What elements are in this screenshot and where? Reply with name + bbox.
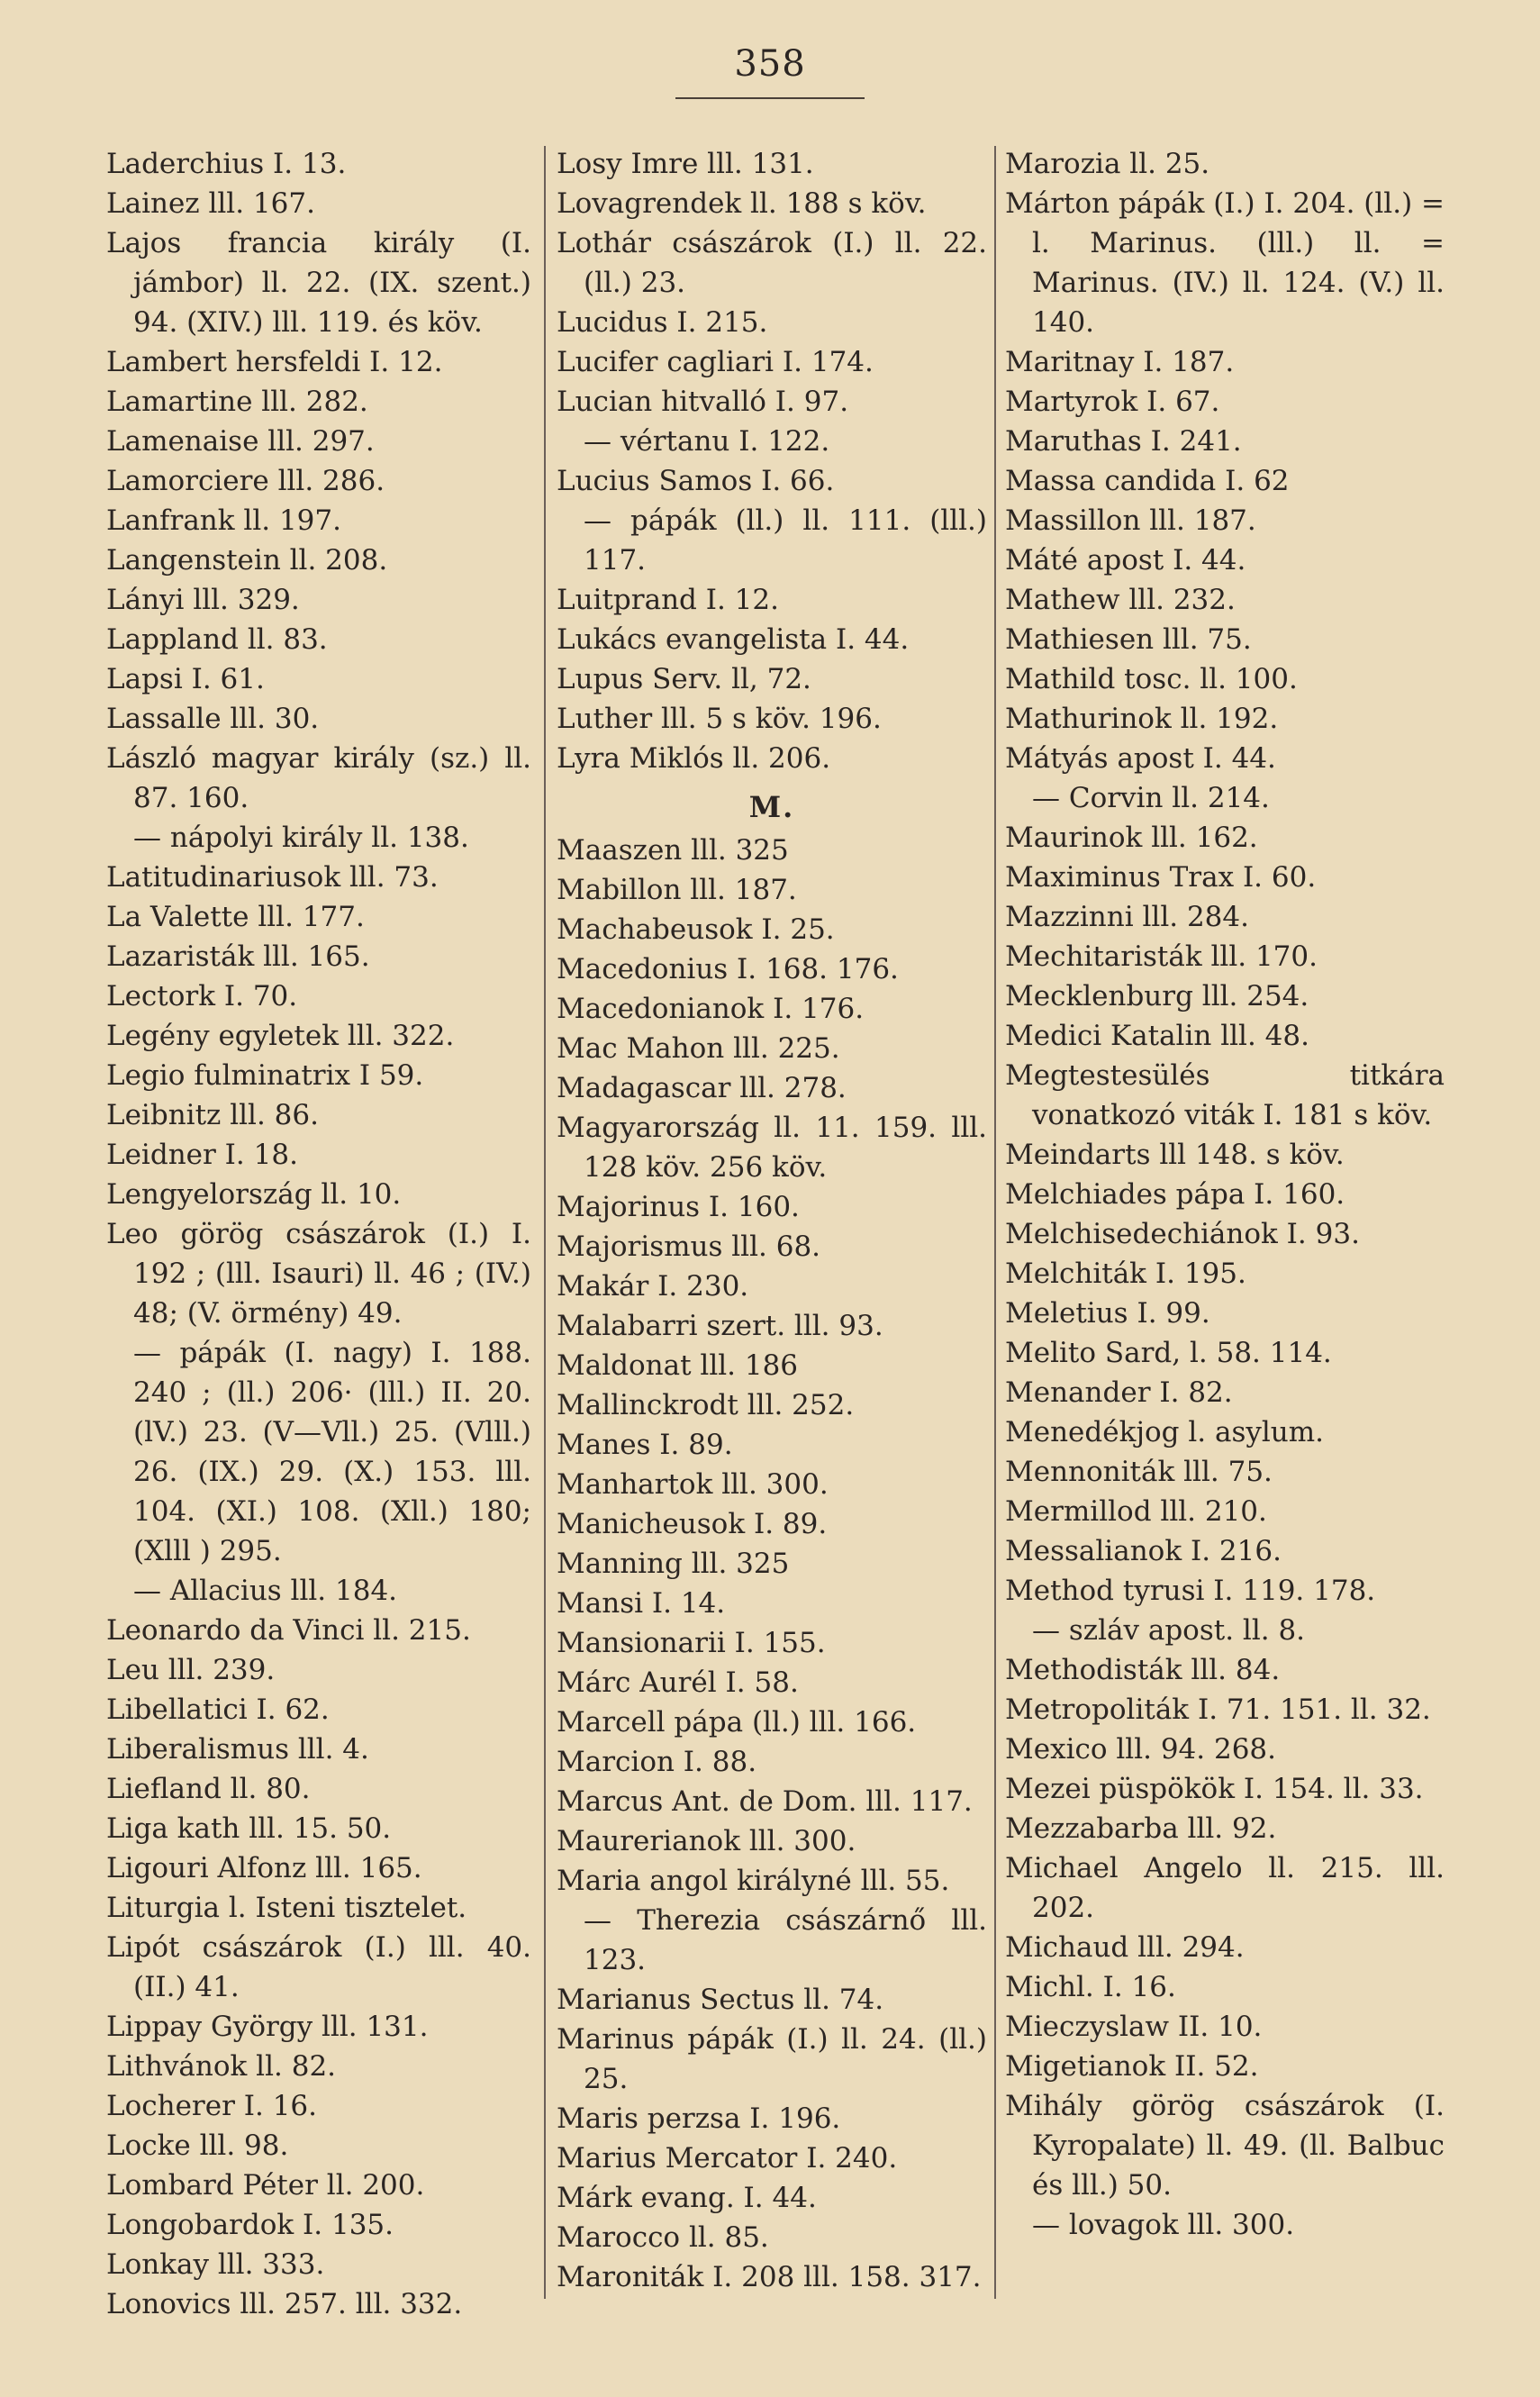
- index-entry: Mihály görög császárok (I. Kyropalate) ll. 49. (ll. Balbuc és lll.) 50.: [1005, 2090, 1445, 2202]
- index-entry: Macedonianok I. 176.: [557, 993, 865, 1025]
- index-entry: Maurinok lll. 162.: [1005, 822, 1258, 854]
- index-entry: Lucidus I. 215.: [557, 306, 768, 339]
- index-entry: Lithvánok ll. 82.: [106, 2050, 337, 2083]
- index-entry: Michael Angelo ll. 215. lll. 202.: [1005, 1852, 1445, 1924]
- index-entry: Marcell pápa (ll.) lll. 166.: [557, 1706, 917, 1739]
- index-entry: Libellatici I. 62.: [106, 1693, 330, 1726]
- index-entry: Mieczyslaw II. 10.: [1005, 2011, 1263, 2043]
- index-entry: — szláv apost. ll. 8.: [1032, 1614, 1306, 1647]
- page-number-rule: [675, 97, 865, 99]
- index-entry: Mennoniták lll. 75.: [1005, 1456, 1273, 1488]
- index-entry: Maaszen lll. 325: [557, 834, 789, 867]
- index-entry: — Therezia császárnő lll. 123.: [584, 1904, 987, 1976]
- index-entry: Megtestesülés titkára vonatkozó viták I. 181 s köv.: [1005, 1059, 1445, 1131]
- index-entry: Mátyás apost I. 44.: [1005, 742, 1276, 775]
- index-entry: Macedonius I. 168. 176.: [557, 953, 899, 985]
- index-entry: Mermillod lll. 210.: [1005, 1495, 1267, 1528]
- index-entry: Mathew lll. 232.: [1005, 584, 1236, 616]
- index-entry: Marocco ll. 85.: [557, 2221, 769, 2254]
- index-entry: Mezzabarba lll. 92.: [1005, 1812, 1277, 1845]
- index-entry: Maris perzsa I. 196.: [557, 2102, 841, 2135]
- index-entry: Manes I. 89.: [557, 1429, 733, 1461]
- index-entry: Marozia ll. 25.: [1005, 148, 1210, 180]
- index-entry: Liturgia l. Isteni tisztelet.: [106, 1892, 467, 1924]
- index-entry: Massillon lll. 187.: [1005, 504, 1256, 537]
- index-column-3: [1005, 144, 1445, 2245]
- index-entry: Locke lll. 98.: [106, 2129, 289, 2162]
- index-entry: László magyar király (sz.) ll. 87. 160.: [106, 742, 531, 814]
- index-entry: Lamenaise lll. 297.: [106, 425, 375, 458]
- index-entry: Mechitaristák lll. 170.: [1005, 940, 1318, 973]
- index-entry: Maruthas I. 241.: [1005, 425, 1242, 458]
- index-entry: Liberalismus lll. 4.: [106, 1733, 369, 1766]
- index-entry: Liefland ll. 80.: [106, 1773, 311, 1805]
- column-2-entries-before: [557, 144, 987, 778]
- column-divider-right: [994, 146, 996, 2299]
- index-entry: Manicheusok I. 89.: [557, 1508, 828, 1540]
- index-entry: Lányi lll. 329.: [106, 584, 300, 616]
- index-entry: Mac Mahon lll. 225.: [557, 1032, 840, 1065]
- index-entry: Máté apost I. 44.: [1005, 544, 1246, 577]
- index-entry: Lassalle lll. 30.: [106, 703, 320, 735]
- index-entry: Melchiták I. 195.: [1005, 1258, 1246, 1290]
- index-entry: Lazaristák lll. 165.: [106, 940, 370, 973]
- index-entry: Meindarts lll 148. s köv.: [1005, 1139, 1345, 1171]
- index-entry: Madagascar lll. 278.: [557, 1072, 847, 1104]
- index-entry: — vértanu I. 122.: [584, 425, 830, 458]
- index-entry: Lucius Samos I. 66.: [557, 465, 835, 497]
- index-entry: — Corvin ll. 214.: [1032, 782, 1270, 814]
- index-entry: Losy Imre lll. 131.: [557, 148, 814, 180]
- index-column-1: [106, 144, 531, 2324]
- index-entry: Mezei püspökök I. 154. ll. 33.: [1005, 1773, 1424, 1805]
- index-entry: Maurerianok lll. 300.: [557, 1825, 856, 1857]
- index-entry: Latitudinariusok lll. 73.: [106, 861, 439, 894]
- index-entry: Manning lll. 325: [557, 1548, 790, 1580]
- index-entry: Lappland ll. 83.: [106, 623, 328, 656]
- index-entry: — lovagok lll. 300.: [1032, 2209, 1295, 2241]
- index-entry: Locherer I. 16.: [106, 2090, 318, 2122]
- index-entry: — pápák (ll.) ll. 111. (lll.) 117.: [584, 504, 987, 577]
- index-entry: Lippay György lll. 131.: [106, 2011, 429, 2043]
- index-entry: Lukács evangelista I. 44.: [557, 623, 910, 656]
- index-column-2: [557, 144, 987, 2297]
- index-entry: Melito Sard, l. 58. 114.: [1005, 1337, 1332, 1369]
- index-entry: Lectork I. 70.: [106, 980, 298, 1012]
- index-entry: Marinus pápák (I.) ll. 24. (ll.) 25.: [557, 2023, 987, 2095]
- index-entry: Mazzinni lll. 284.: [1005, 901, 1249, 933]
- index-entry: — pápák (I. nagy) I. 188. 240 ; (ll.) 206· (lll.) II. 20. (lV.) 23. (V—Vll.) 25. (Vlll.) 26. (IX.) 29. (X.) 153. lll. 104. (XI.) 108. (Xll.) 180; (Xlll ) 295.: [133, 1337, 531, 1567]
- index-entry: Mecklenburg lll. 254.: [1005, 980, 1309, 1012]
- index-entry: Lupus Serv. ll, 72.: [557, 663, 811, 695]
- index-entry: — Allacius lll. 184.: [133, 1575, 398, 1607]
- index-entry: Mansi I. 14.: [557, 1587, 726, 1620]
- index-entry: Lajos francia király (I. jámbor) ll. 22. (IX. szent.) 94. (XIV.) lll. 119. és köv.: [106, 227, 531, 339]
- index-entry: Menander I. 82.: [1005, 1376, 1233, 1409]
- index-entry: Lambert hersfeldi I. 12.: [106, 346, 443, 378]
- index-entry: Lanfrank ll. 197.: [106, 504, 341, 537]
- index-entry: La Valette lll. 177.: [106, 901, 365, 933]
- index-entry: Methodisták lll. 84.: [1005, 1654, 1281, 1686]
- index-entry: Menedékjog l. asylum.: [1005, 1416, 1325, 1448]
- index-entry: Messalianok I. 216.: [1005, 1535, 1282, 1567]
- index-entry: Leidner I. 18.: [106, 1139, 298, 1171]
- index-entry: Manhartok lll. 300.: [557, 1468, 829, 1501]
- index-entry: Maroniták I. 208 lll. 158. 317.: [557, 2261, 982, 2293]
- index-entry: Lainez lll. 167.: [106, 187, 315, 220]
- index-entry: Marcion I. 88.: [557, 1746, 757, 1778]
- index-entry: Mathurinok ll. 192.: [1005, 703, 1279, 735]
- index-entry: Mathiesen lll. 75.: [1005, 623, 1252, 656]
- index-entry: Massa candida I. 62: [1005, 465, 1290, 497]
- index-entry: Leo görög császárok (I.) I. 192 ; (lll. Isauri) ll. 46 ; (IV.) 48; (V. örmény) 49.: [106, 1218, 531, 1330]
- index-entry: Melchiades pápa I. 160.: [1005, 1178, 1345, 1211]
- index-entry: Legio fulminatrix I 59.: [106, 1059, 424, 1092]
- index-entry: Lipót császárok (I.) lll. 40. (II.) 41.: [106, 1931, 531, 2003]
- index-entry: Melchisedechiánok I. 93.: [1005, 1218, 1360, 1250]
- index-entry: Michaud lll. 294.: [1005, 1931, 1245, 1964]
- index-entry: Leibnitz lll. 86.: [106, 1099, 319, 1131]
- index-entry: Mansionarii I. 155.: [557, 1627, 826, 1659]
- index-entry: Lengyelország ll. 10.: [106, 1178, 402, 1211]
- column-2-entries-after: [557, 831, 987, 2297]
- index-entry: Mexico lll. 94. 268.: [1005, 1733, 1276, 1766]
- index-entry: Lonovics lll. 257. lll. 332.: [106, 2288, 463, 2320]
- index-entry: Leu lll. 239.: [106, 1654, 276, 1686]
- index-entry: Lapsi I. 61.: [106, 663, 265, 695]
- index-entry: Leonardo da Vinci ll. 215.: [106, 1614, 471, 1647]
- index-entry: Makár I. 230.: [557, 1270, 749, 1303]
- index-entry: Luther lll. 5 s köv. 196.: [557, 703, 882, 735]
- index-entry: Lucian hitvalló I. 97.: [557, 386, 849, 418]
- index-entry: Márton pápák (I.) I. 204. (ll.) = l. Marinus. (lll.) ll. = Marinus. (IV.) ll. 124. (V.) ll. 140.: [1005, 187, 1445, 339]
- index-entry: Lucifer cagliari I. 174.: [557, 346, 874, 378]
- index-entry: Michl. I. 16.: [1005, 1971, 1176, 2003]
- index-entry: Maximinus Trax I. 60.: [1005, 861, 1317, 894]
- index-entry: — nápolyi király ll. 138.: [133, 822, 469, 854]
- index-entry: Lombard Péter ll. 200.: [106, 2169, 425, 2202]
- index-entry: Lamorciere lll. 286.: [106, 465, 385, 497]
- index-entry: Ligouri Alfonz lll. 165.: [106, 1852, 422, 1884]
- index-entry: Majorinus I. 160.: [557, 1191, 800, 1223]
- index-entry: Liga kath lll. 15. 50.: [106, 1812, 392, 1845]
- index-entry: Medici Katalin lll. 48.: [1005, 1020, 1309, 1052]
- index-entry: Martyrok I. 67.: [1005, 386, 1220, 418]
- index-entry: Lamartine lll. 282.: [106, 386, 368, 418]
- section-letter: M.: [748, 790, 795, 824]
- index-entry: Lyra Miklós ll. 206.: [557, 742, 831, 775]
- index-entry: Magyarország ll. 11. 159. lll. 128 köv. 256 köv.: [557, 1112, 987, 1184]
- index-entry: Lonkay lll. 333.: [106, 2248, 325, 2281]
- index-entry: Langenstein ll. 208.: [106, 544, 388, 577]
- index-entry: Lovagrendek ll. 188 s köv.: [557, 187, 927, 220]
- index-entry: Luitprand I. 12.: [557, 584, 779, 616]
- index-entry: Márc Aurél I. 58.: [557, 1666, 799, 1699]
- index-entry: Longobardok I. 135.: [106, 2209, 394, 2241]
- index-entry: Marius Mercator I. 240.: [557, 2142, 898, 2175]
- index-entry: Maritnay I. 187.: [1005, 346, 1235, 378]
- page-number: 358: [734, 43, 806, 85]
- index-entry: Mallinckrodt lll. 252.: [557, 1389, 855, 1421]
- index-entry: Mathild tosc. ll. 100.: [1005, 663, 1298, 695]
- index-entry: Malabarri szert. lll. 93.: [557, 1310, 883, 1342]
- column-divider-left: [544, 146, 546, 2299]
- index-entry: Márk evang. I. 44.: [557, 2182, 817, 2214]
- index-entry: Maria angol királyné lll. 55.: [557, 1865, 950, 1897]
- index-entry: Marcus Ant. de Dom. lll. 117.: [557, 1785, 973, 1818]
- index-entry: Laderchius I. 13.: [106, 148, 347, 180]
- index-entry: Majorismus lll. 68.: [557, 1230, 821, 1263]
- index-entry: Machabeusok I. 25.: [557, 913, 835, 946]
- index-entry: Metropoliták I. 71. 151. ll. 32.: [1005, 1693, 1431, 1726]
- index-entry: Migetianok II. 52.: [1005, 2050, 1259, 2083]
- index-entry: Method tyrusi I. 119. 178.: [1005, 1575, 1376, 1607]
- index-entry: Meletius I. 99.: [1005, 1297, 1210, 1330]
- index-entry: Maldonat lll. 186: [557, 1349, 799, 1382]
- index-entry: Marianus Sectus ll. 74.: [557, 1984, 884, 2016]
- index-entry: Mabillon lll. 187.: [557, 874, 797, 906]
- index-entry: Legény egyletek lll. 322.: [106, 1020, 455, 1052]
- index-entry: Lothár császárok (I.) ll. 22. (ll.) 23.: [557, 227, 987, 299]
